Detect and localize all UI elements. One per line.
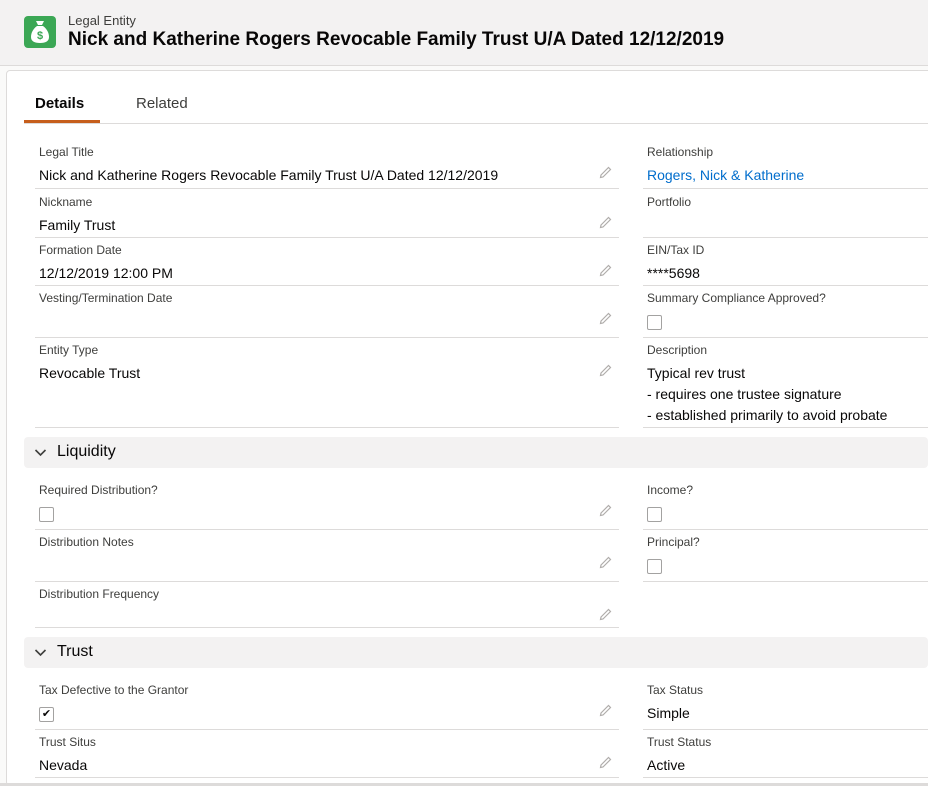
page-title: Nick and Katherine Rogers Revocable Family Trust U/A Dated 12/12/2019: [68, 29, 725, 50]
edit-pencil-icon[interactable]: [599, 755, 613, 769]
field-label: Tax Status: [647, 683, 704, 697]
svg-text:$: $: [36, 30, 44, 42]
edit-pencil-icon[interactable]: [599, 503, 613, 517]
required-distribution-checkbox[interactable]: [39, 507, 54, 522]
field-value: Active: [647, 757, 686, 773]
tab-details[interactable]: Details: [35, 95, 85, 112]
field-description: [643, 343, 928, 428]
field-ein-tax-id: [643, 243, 928, 286]
field-value: 12/12/2019 12:00 PM: [39, 265, 173, 281]
income-checkbox[interactable]: [647, 507, 662, 522]
field-label: Relationship: [647, 145, 714, 159]
field-tax-status: [643, 683, 928, 730]
edit-pencil-icon[interactable]: [599, 311, 613, 325]
field-label: Portfolio: [647, 195, 692, 209]
field-label: EIN/Tax ID: [647, 243, 705, 257]
edit-pencil-icon[interactable]: [599, 607, 613, 621]
field-label: Description: [647, 343, 708, 357]
field-distribution-notes: [35, 535, 619, 582]
summary-compliance-checkbox[interactable]: [647, 315, 662, 330]
edit-pencil-icon[interactable]: [599, 363, 613, 377]
field-value: Nick and Katherine Rogers Revocable Family Trust U/A Dated 12/12/2019: [39, 167, 499, 183]
section-title: Liquidity: [57, 443, 116, 460]
tax-defective-checkbox[interactable]: ✔: [39, 707, 54, 722]
field-label: Principal?: [647, 535, 700, 549]
tab-related[interactable]: Related: [136, 95, 188, 112]
field-label: Distribution Notes: [39, 535, 134, 549]
section-header-trust[interactable]: [24, 637, 928, 668]
active-tab-indicator: [24, 120, 100, 123]
section-title: Trust: [57, 643, 93, 660]
field-value: Family Trust: [39, 217, 116, 233]
field-nickname: [35, 195, 619, 238]
field-trust-situs: [35, 735, 619, 778]
field-label: Trust Situs: [39, 735, 96, 749]
field-trust-status: [643, 735, 928, 778]
field-label: Vesting/Termination Date: [39, 291, 173, 305]
field-distribution-frequency: [35, 587, 619, 628]
edit-pencil-icon[interactable]: [599, 215, 613, 229]
edit-pencil-icon[interactable]: [599, 555, 613, 569]
field-label: Tax Defective to the Grantor: [39, 683, 189, 697]
field-value: Simple: [647, 705, 690, 721]
field-label: Legal Title: [39, 145, 94, 159]
page-header: [0, 0, 928, 66]
field-portfolio: [643, 195, 928, 238]
field-legal-title: [35, 145, 619, 189]
edit-pencil-icon[interactable]: [599, 263, 613, 277]
chevron-down-icon: [34, 646, 47, 659]
legal-entity-icon: [24, 16, 56, 48]
field-relationship: [643, 145, 928, 189]
money-bag-icon: [30, 20, 50, 44]
field-label: Required Distribution?: [39, 483, 158, 497]
field-label: Trust Status: [647, 735, 712, 749]
field-label: Summary Compliance Approved?: [647, 291, 826, 305]
field-formation-date: [35, 243, 619, 286]
field-summary-compliance-approved: [643, 291, 928, 338]
field-income: [643, 483, 928, 530]
field-value: Nevada: [39, 757, 88, 773]
section-header-liquidity[interactable]: [24, 437, 928, 468]
field-value: Revocable Trust: [39, 365, 141, 381]
principal-checkbox[interactable]: [647, 559, 662, 574]
field-entity-type: [35, 343, 619, 428]
tab-bar: [24, 88, 928, 124]
field-label: Formation Date: [39, 243, 122, 257]
edit-pencil-icon[interactable]: [599, 703, 613, 717]
field-label: Income?: [647, 483, 694, 497]
field-tax-defective-to-grantor: [35, 683, 619, 730]
field-required-distribution: [35, 483, 619, 530]
field-value: ****5698: [647, 265, 700, 281]
chevron-down-icon: [34, 446, 47, 459]
object-type-label: Legal Entity: [68, 13, 136, 28]
edit-pencil-icon[interactable]: [599, 165, 613, 179]
relationship-link[interactable]: Rogers, Nick & Katherine: [647, 167, 805, 183]
field-vesting-termination-date: [35, 291, 619, 338]
field-label: Entity Type: [39, 343, 99, 357]
field-label: Distribution Frequency: [39, 587, 160, 601]
field-principal: [643, 535, 928, 582]
field-value: Typical rev trust - requires one trustee signature - established primarily to avoid probate: [647, 365, 888, 423]
field-label: Nickname: [39, 195, 93, 209]
